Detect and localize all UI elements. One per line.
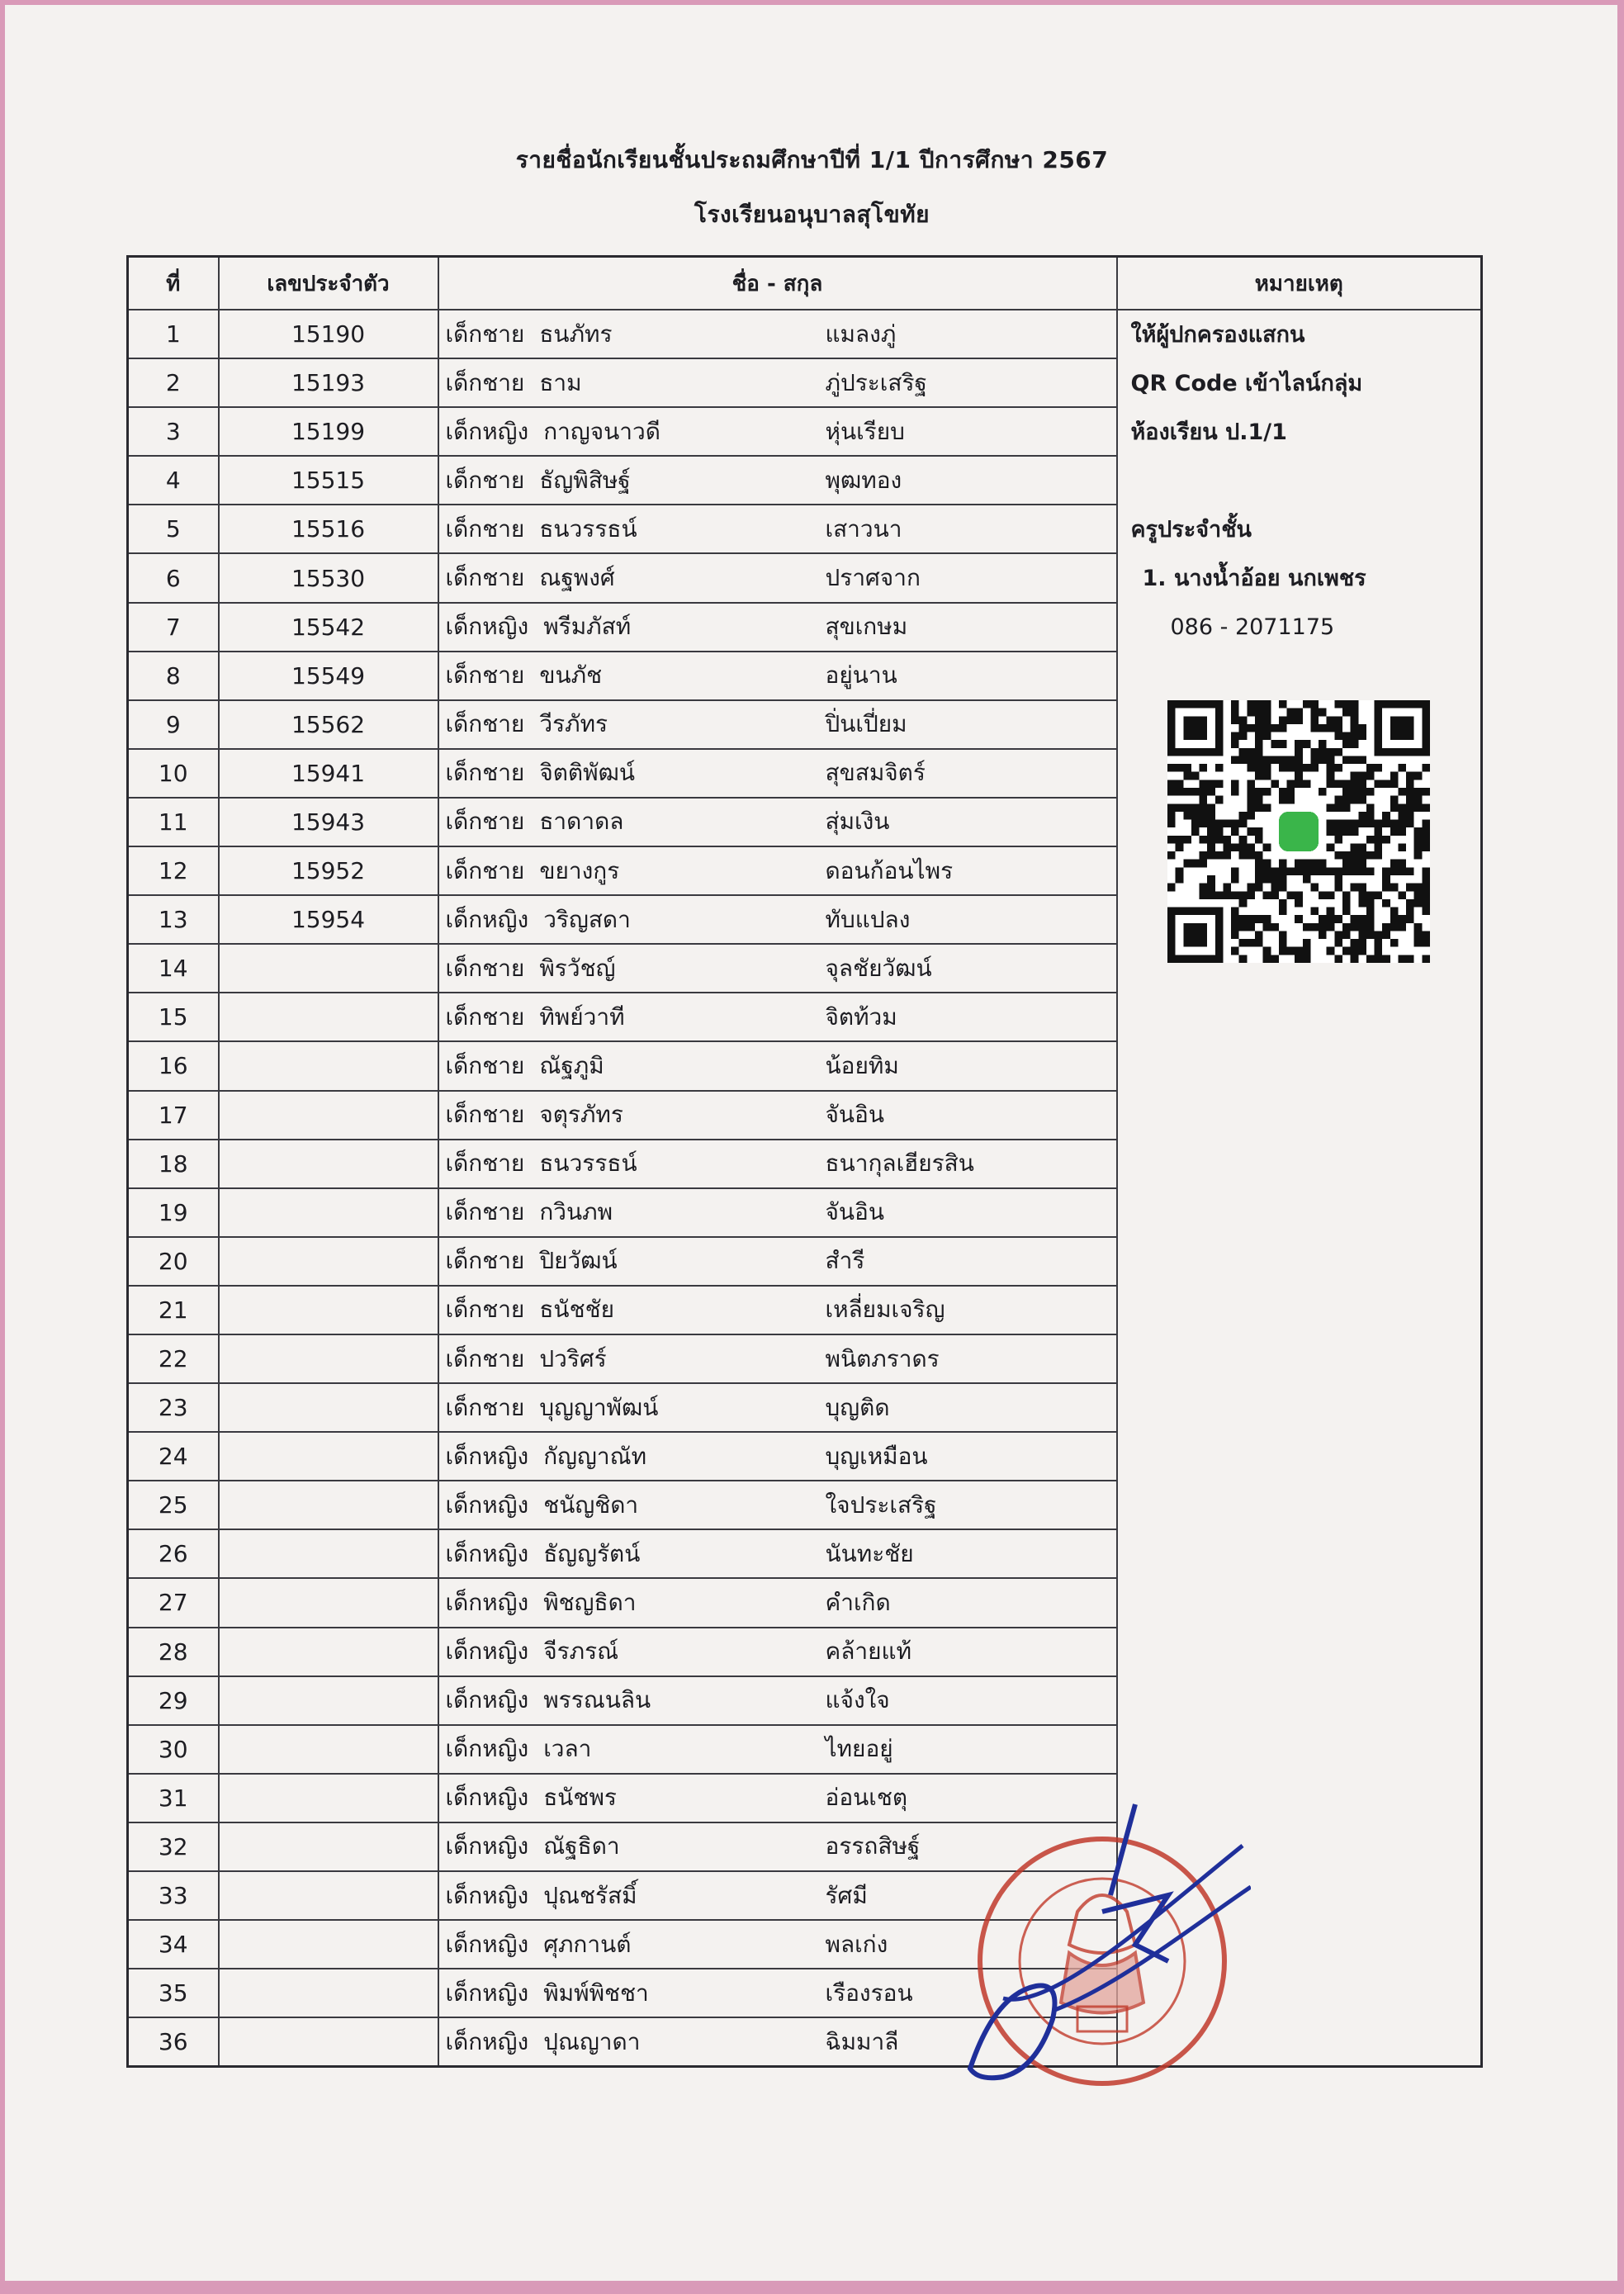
last-name: ดอนก้อนไพร (825, 856, 954, 884)
student-id (219, 1529, 438, 1578)
first-name: ณฐพงศ์ (539, 564, 615, 592)
name-prefix: เด็กหญิง (445, 1638, 529, 1666)
page-border-top (0, 0, 1624, 5)
row-number: 9 (128, 700, 219, 749)
teacher-phone: 086 - 2071175 (1170, 614, 1335, 640)
student-id (219, 1628, 438, 1676)
student-name-cell (438, 603, 1117, 652)
remark-spacer (1131, 457, 1428, 505)
row-number: 12 (128, 846, 219, 895)
last-name: ธนากุลเฮียรสิน (825, 1149, 974, 1178)
row-number: 2 (128, 358, 219, 407)
student-id: 15530 (219, 553, 438, 602)
student-id (219, 1334, 438, 1383)
row-number: 29 (128, 1676, 219, 1725)
row-number: 28 (128, 1628, 219, 1676)
student-name-cell (438, 1529, 1117, 1578)
name-prefix: เด็กหญิง (445, 2027, 529, 2055)
name-prefix: เด็กหญิง (445, 613, 529, 641)
last-name: สุ่มเงิน (825, 808, 890, 836)
last-name: พลเก่ง (825, 1930, 888, 1958)
row-number: 31 (128, 1774, 219, 1822)
name-prefix: เด็กหญิง (445, 1930, 529, 1958)
page-border-right (1617, 0, 1624, 2294)
student-name-cell (438, 1334, 1117, 1383)
row-number: 5 (128, 505, 219, 553)
student-id (219, 1237, 438, 1286)
student-id: 15954 (219, 895, 438, 944)
row-number: 17 (128, 1091, 219, 1140)
first-name: จตุรภัทร (539, 1101, 623, 1129)
line-app-icon (1279, 812, 1319, 851)
student-name-cell (438, 1041, 1117, 1090)
student-name-cell (438, 1091, 1117, 1140)
student-id (219, 1920, 438, 1969)
name-prefix: เด็กชาย (445, 368, 525, 396)
name-prefix: เด็กชาย (445, 1344, 525, 1372)
row-number: 21 (128, 1286, 219, 1334)
student-id: 15943 (219, 798, 438, 846)
first-name: ธนภัทร (539, 320, 613, 348)
student-name-cell (438, 1140, 1117, 1188)
row-number: 36 (128, 2017, 219, 2067)
student-id: 15199 (219, 407, 438, 456)
student-name-cell (438, 505, 1117, 553)
student-id (219, 1481, 438, 1529)
last-name: ใจประเสริฐ (825, 1491, 937, 1519)
last-name: นันทะชัย (825, 1539, 914, 1567)
name-prefix: เด็กชาย (445, 514, 525, 543)
row-number: 19 (128, 1188, 219, 1237)
name-prefix: เด็กหญิง (445, 1979, 529, 2007)
row-number: 35 (128, 1969, 219, 2017)
student-id: 15190 (219, 310, 438, 358)
student-id: 15515 (219, 456, 438, 505)
first-name: ณัฐธิดา (543, 1832, 620, 1860)
last-name: ภู่ประเสริฐ (825, 368, 927, 396)
student-name-cell (438, 1432, 1117, 1481)
row-number: 26 (128, 1529, 219, 1578)
first-name: ศุภกานต์ (543, 1930, 632, 1958)
row-number: 22 (128, 1334, 219, 1383)
name-prefix: เด็กหญิง (445, 1588, 529, 1616)
student-roster-table (126, 255, 1483, 2068)
row-number: 14 (128, 944, 219, 993)
row-number: 25 (128, 1481, 219, 1529)
first-name: พรรณนลิน (543, 1686, 651, 1714)
student-id (219, 1676, 438, 1725)
name-prefix: เด็กชาย (445, 564, 525, 592)
student-name-cell (438, 358, 1117, 407)
student-name-cell (438, 1481, 1117, 1529)
row-number: 16 (128, 1041, 219, 1090)
page-border-left (0, 0, 5, 2294)
student-id (219, 1432, 438, 1481)
student-id (219, 1286, 438, 1334)
student-id (219, 1041, 438, 1090)
student-id: 15941 (219, 749, 438, 798)
row-number: 30 (128, 1725, 219, 1774)
student-id (219, 1725, 438, 1774)
student-name-cell (438, 1578, 1117, 1627)
name-prefix: เด็กหญิง (445, 1735, 529, 1763)
student-id (219, 1822, 438, 1871)
student-name-cell (438, 993, 1117, 1041)
student-name-cell (438, 944, 1117, 993)
name-prefix: เด็กชาย (445, 1101, 525, 1129)
first-name: พรีมภัสท์ (543, 613, 632, 641)
last-name: จุลชัยวัฒน์ (825, 954, 932, 982)
name-prefix: เด็กชาย (445, 1393, 525, 1421)
last-name: คล้ายแท้ (825, 1638, 912, 1666)
name-prefix: เด็กชาย (445, 661, 525, 690)
name-prefix: เด็กหญิง (445, 905, 529, 933)
name-prefix: เด็กชาย (445, 1051, 525, 1079)
table-row (128, 310, 1482, 358)
name-prefix: เด็กชาย (445, 710, 525, 738)
last-name: อ่อนเชตุ (825, 1784, 908, 1812)
name-prefix: เด็กชาย (445, 759, 525, 787)
row-number: 20 (128, 1237, 219, 1286)
last-name: ฉิมมาลี (825, 2027, 899, 2055)
row-number: 7 (128, 603, 219, 652)
student-id: 15952 (219, 846, 438, 895)
student-id (219, 2017, 438, 2067)
last-name: จิตท้วม (825, 1002, 897, 1031)
last-name: บุญเหมือน (825, 1442, 928, 1470)
student-name-cell (438, 1188, 1117, 1237)
last-name: พุฒทอง (825, 466, 902, 494)
first-name: ปวริศร์ (539, 1344, 607, 1372)
first-name: พิมพ์พิชชา (543, 1979, 649, 2007)
name-prefix: เด็กหญิง (445, 1686, 529, 1714)
name-prefix: เด็กหญิง (445, 1881, 529, 1909)
last-name: บุญติด (825, 1393, 890, 1421)
header-no: ที่ (128, 257, 219, 310)
document-title: รายชื่อนักเรียนชั้นประถมศึกษาปีที่ 1/1 ปีการศึกษา 2567 (515, 146, 1109, 173)
row-number: 33 (128, 1871, 219, 1920)
first-name: ณัฐภูมิ (539, 1051, 604, 1079)
student-name-cell (438, 846, 1117, 895)
name-prefix: เด็กหญิง (445, 1442, 529, 1470)
remarks-text (1131, 310, 1428, 652)
first-name: ธนวรรธน์ (539, 1149, 637, 1178)
first-name: วีรภัทร (539, 710, 608, 738)
row-number: 6 (128, 553, 219, 602)
row-number: 3 (128, 407, 219, 456)
first-name: จิตติพัฒน์ (539, 759, 636, 787)
first-name: ธาดาดล (539, 808, 624, 836)
name-prefix: เด็กชาย (445, 1149, 525, 1178)
first-name: ปุณชรัสมิ์ (543, 1881, 637, 1909)
first-name: บุญญาพัฒน์ (539, 1393, 659, 1421)
row-number: 13 (128, 895, 219, 944)
student-name-cell (438, 407, 1117, 456)
last-name: จันอิน (825, 1101, 885, 1129)
student-id: 15562 (219, 700, 438, 749)
student-name-cell (438, 310, 1117, 358)
teacher-name: 1. นางน้ำอ้อย นกเพชร (1142, 566, 1366, 591)
row-number: 27 (128, 1578, 219, 1627)
name-prefix: เด็กชาย (445, 466, 525, 494)
last-name: คำเกิด (825, 1588, 891, 1616)
student-id: 15542 (219, 603, 438, 652)
first-name: ขยางกูร (539, 856, 620, 884)
last-name: ปิ่นเปี่ยม (825, 710, 907, 738)
last-name: แจ้งใจ (825, 1686, 890, 1714)
header-name: ชื่อ - สกุล (438, 257, 1117, 310)
header-remarks: หมายเหตุ (1117, 257, 1482, 310)
first-name: กวินภพ (539, 1198, 613, 1226)
student-id (219, 944, 438, 993)
qr-code-icon[interactable] (1167, 700, 1430, 963)
teacher-heading: ครูประจำชั้น (1130, 517, 1252, 543)
row-number: 18 (128, 1140, 219, 1188)
table-body (128, 310, 1482, 2067)
student-name-cell (438, 749, 1117, 798)
remark-line-qr: QR Code เข้าไลน์กลุ่ม (1130, 371, 1363, 396)
first-name: ทิพย์วาที (539, 1002, 625, 1031)
last-name: ไทยอยู่ (825, 1735, 893, 1763)
name-prefix: เด็กหญิง (445, 1784, 529, 1812)
student-id (219, 1774, 438, 1822)
page-border-bottom (0, 2281, 1624, 2294)
student-id (219, 993, 438, 1041)
first-name: ธาม (539, 368, 582, 396)
student-name-cell (438, 553, 1117, 602)
row-number: 8 (128, 652, 219, 700)
row-number: 23 (128, 1383, 219, 1432)
first-name: ชนัญชิดา (543, 1491, 639, 1519)
row-number: 4 (128, 456, 219, 505)
last-name: เรืองรอน (825, 1979, 913, 2007)
student-name-cell (438, 895, 1117, 944)
last-name: พนิตภราดร (825, 1344, 940, 1372)
student-id (219, 1871, 438, 1920)
last-name: แมลงภู่ (825, 320, 897, 348)
last-name: เหลี่ยมเจริญ (825, 1296, 945, 1324)
name-prefix: เด็กชาย (445, 808, 525, 836)
student-name-cell (438, 456, 1117, 505)
student-name-cell (438, 1237, 1117, 1286)
first-name: พิชญธิดา (543, 1588, 637, 1616)
table-header-row (128, 257, 1482, 310)
student-name-cell (438, 1725, 1117, 1774)
school-name: โรงเรียนอนุบาลสุโขทัย (694, 201, 930, 228)
remark-line-scan: ให้ผู้ปกครองแสกน (1130, 322, 1305, 348)
student-name-cell (438, 1676, 1117, 1725)
first-name: ปุณญาดา (543, 2027, 641, 2055)
student-name-cell (438, 798, 1117, 846)
student-id: 15193 (219, 358, 438, 407)
first-name: กาญจนาวดี (543, 417, 660, 445)
first-name: ขนภัช (539, 661, 603, 690)
first-name: วริญสดา (543, 905, 631, 933)
row-number: 34 (128, 1920, 219, 1969)
first-name: กัญญาณัท (543, 1442, 647, 1470)
last-name: อยู่นาน (825, 661, 897, 690)
last-name: อรรถสิษฐ์ (825, 1832, 921, 1860)
name-prefix: เด็กชาย (445, 1296, 525, 1324)
first-name: ธัญญรัตน์ (543, 1539, 641, 1567)
last-name: น้อยทิม (825, 1051, 899, 1079)
last-name: เสาวนา (825, 514, 902, 543)
first-name: เวลา (543, 1735, 592, 1763)
last-name: จันอิน (825, 1198, 885, 1226)
row-number: 15 (128, 993, 219, 1041)
student-name-cell (438, 700, 1117, 749)
student-id (219, 1188, 438, 1237)
first-name: พิรวัชญ์ (539, 954, 616, 982)
name-prefix: เด็กชาย (445, 856, 525, 884)
first-name: ธนัชชัย (539, 1296, 614, 1324)
last-name: สุขเกษม (825, 613, 908, 641)
first-name: ปิยวัฒน์ (539, 1247, 618, 1275)
last-name: รัศมี (825, 1881, 868, 1909)
student-id (219, 1383, 438, 1432)
last-name: หุ่นเรียบ (825, 417, 905, 445)
student-id (219, 1578, 438, 1627)
student-id (219, 1969, 438, 2017)
student-id (219, 1091, 438, 1140)
remark-line-class: ห้องเรียน ป.1/1 (1130, 419, 1287, 445)
student-id: 15516 (219, 505, 438, 553)
name-prefix: เด็กหญิง (445, 1832, 529, 1860)
last-name: สุขสมจิตร์ (825, 759, 926, 787)
name-prefix: เด็กชาย (445, 1198, 525, 1226)
name-prefix: เด็กชาย (445, 1247, 525, 1275)
student-name-cell (438, 652, 1117, 700)
first-name: จีรภรณ์ (543, 1638, 619, 1666)
student-id: 15549 (219, 652, 438, 700)
student-id (219, 1140, 438, 1188)
last-name: ทับแปลง (825, 905, 911, 933)
name-prefix: เด็กชาย (445, 954, 525, 982)
row-number: 10 (128, 749, 219, 798)
name-prefix: เด็กชาย (445, 1002, 525, 1031)
first-name: ธัญพิสิษฐ์ (539, 466, 631, 494)
name-prefix: เด็กหญิง (445, 1539, 529, 1567)
last-name: สำรี (825, 1247, 865, 1275)
row-number: 1 (128, 310, 219, 358)
student-name-cell (438, 1383, 1117, 1432)
row-number: 11 (128, 798, 219, 846)
row-number: 24 (128, 1432, 219, 1481)
qr-code-graphic (1167, 700, 1430, 963)
first-name: ธนวรรธน์ (539, 514, 637, 543)
row-number: 32 (128, 1822, 219, 1871)
name-prefix: เด็กหญิง (445, 417, 529, 445)
first-name: ธนัชพร (543, 1784, 617, 1812)
student-name-cell (438, 1628, 1117, 1676)
school-seal-icon (954, 1796, 1251, 2110)
name-prefix: เด็กหญิง (445, 1491, 529, 1519)
student-name-cell (438, 1286, 1117, 1334)
header-student-id: เลขประจำตัว (219, 257, 438, 310)
name-prefix: เด็กชาย (445, 320, 525, 348)
last-name: ปราศจาก (825, 564, 921, 592)
